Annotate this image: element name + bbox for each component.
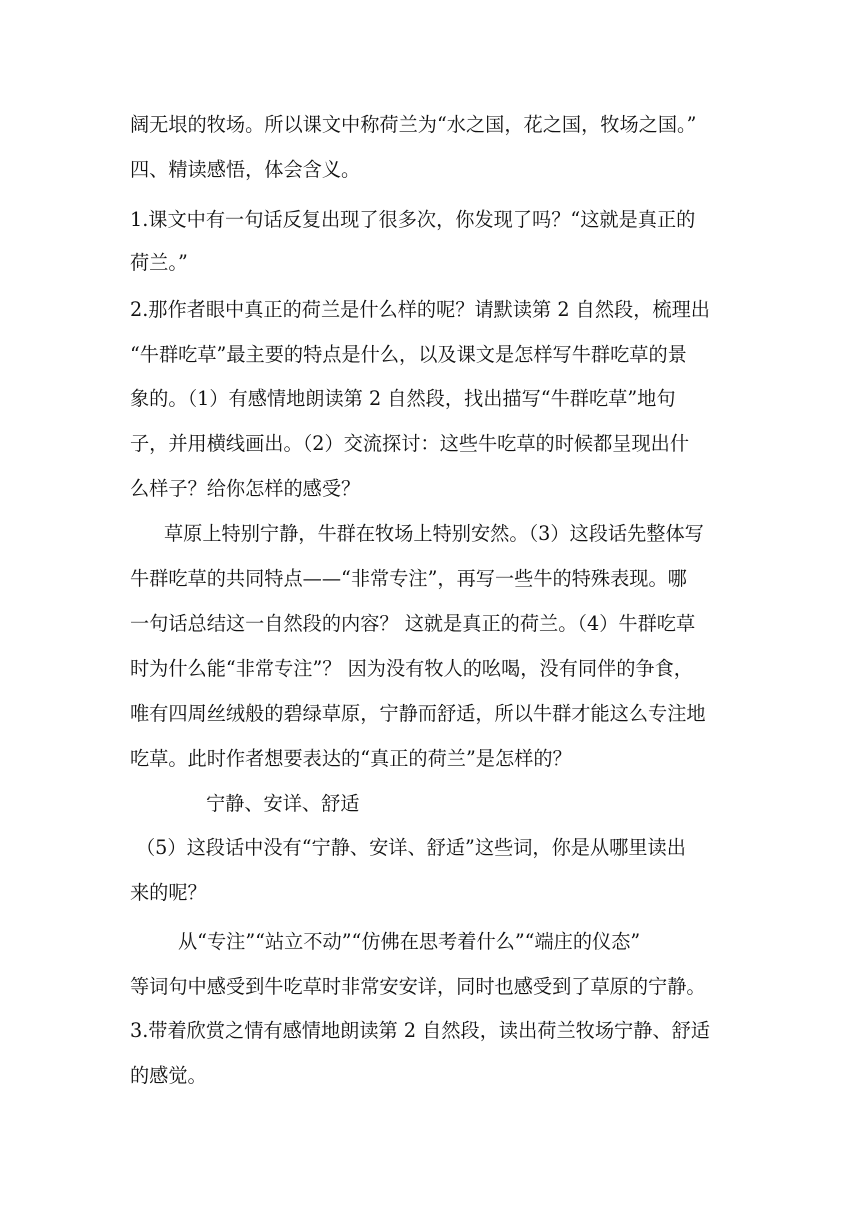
answer-line: 宁静、安详、舒适 [206, 792, 360, 815]
text-line-21: 3.带着欣赏之情有感情地朗读第 2 自然段，读出荷兰牧场宁静、舒适 [130, 1019, 710, 1042]
text-line-5: 2.那作者眼中真正的荷兰是什么样的呢？请默读第 2 自然段，梳理出 [130, 298, 710, 321]
text-line-17: （5）这段话中没有“宁静、安详、舒适”这些词，你是从哪里读出 [136, 836, 686, 859]
text-line-14: 唯有四周丝绒般的碧绿草原，宁静而舒适，所以牛群才能这么专注地 [130, 702, 706, 725]
section-heading-4: 四、精读感悟，体会含义。 [130, 158, 361, 181]
text-line-12: 一句话总结这一自然段的内容？ 这就是真正的荷兰。（4）牛群吃草 [130, 612, 696, 635]
text-line-1: 阔无垠的牧场。所以课文中称荷兰为“水之国，花之国，牧场之国。” [130, 113, 697, 136]
text-line-3: 1.课文中有一句话反复出现了很多次，你发现了吗？“这就是真正的 [130, 208, 696, 231]
text-line-20: 等词句中感受到牛吃草时非常安安详，同时也感受到了草原的宁静。 [130, 975, 706, 998]
text-line-6: “牛群吃草”最主要的特点是什么，以及课文是怎样写牛群吃草的景 [130, 343, 687, 366]
text-line-19: 从“专注”“站立不动”“仿佛在思考着什么”“端庄的仪态” [178, 930, 641, 953]
text-line-18: 来的呢？ [130, 881, 207, 904]
text-line-10: 草原上特别宁静，牛群在牧场上特别安然。（3）这段话先整体写 [164, 522, 704, 545]
text-line-22: 的感觉。 [130, 1064, 207, 1087]
text-line-15: 吃草。此时作者想要表达的“真正的荷兰”是怎样的？ [130, 747, 572, 770]
text-line-13: 时为什么能“非常专注”？ 因为没有牧人的吆喝，没有同伴的争食， [130, 657, 693, 680]
text-line-9: 么样子？给你怎样的感受？ [130, 477, 361, 500]
text-line-4: 荷兰。” [130, 251, 188, 274]
text-line-7: 象的。（1）有感情地朗读第 2 自然段，找出描写“牛群吃草”地句 [130, 387, 676, 410]
text-line-11: 牛群吃草的共同特点——“非常专注”，再写一些牛的特殊表现。哪 [130, 567, 687, 590]
text-line-8: 子，并用横线画出。（2）交流探讨：这些牛吃草的时候都呈现出什 [130, 432, 690, 455]
